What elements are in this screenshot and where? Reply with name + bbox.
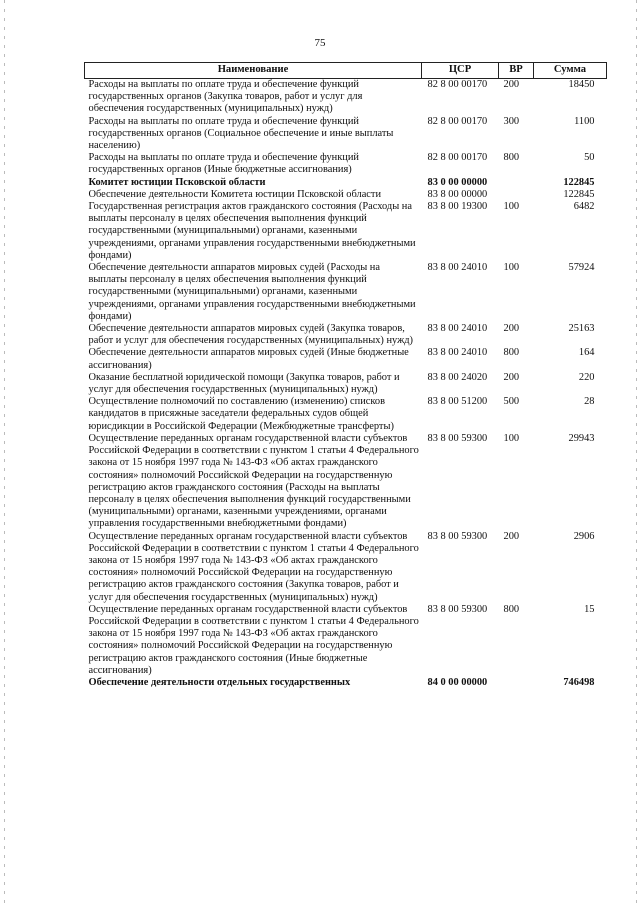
table-row xyxy=(85,79,607,116)
cell-csr: 83 8 00 24010 xyxy=(427,323,488,335)
cell-vr xyxy=(499,177,534,189)
cell-vr: 800 xyxy=(503,603,520,615)
cell-csr: 83 8 00 24020 xyxy=(427,371,488,383)
table-row xyxy=(85,201,607,262)
header-vr: ВР xyxy=(499,63,534,79)
cell-sum: 50 xyxy=(584,152,595,164)
cell-csr: 83 8 00 51200 xyxy=(427,396,488,408)
scan-edge-right xyxy=(636,0,637,905)
table-row xyxy=(85,531,607,604)
table-row xyxy=(85,372,607,396)
cell-vr: 100 xyxy=(503,432,520,444)
table-row xyxy=(85,396,607,433)
cell-name: Обеспечение деятельности аппаратов мировых судей (Иные бюджетные ассигнования) xyxy=(88,347,409,371)
cell-vr: 800 xyxy=(503,347,520,359)
cell-vr: 200 xyxy=(503,530,520,542)
cell-name: Расходы на выплаты по оплате труда и обеспечение функций государственных органов (Иные бюджетные ассигнования) xyxy=(88,152,359,176)
cell-sum: 220 xyxy=(578,371,595,383)
cell-name: Обеспечение деятельности аппаратов мировых судей (Закупка товаров, работ и услуг для обеспечения государственных (муниципальных) нужд) xyxy=(88,323,413,347)
cell-name: Расходы на выплаты по оплате труда и обеспечение функций государственных органов (Социальное обеспечение и иные выплаты населению) xyxy=(88,115,394,152)
cell-vr: 100 xyxy=(503,262,520,274)
cell-csr: 82 8 00 00170 xyxy=(427,115,488,127)
cell-csr: 82 8 00 00170 xyxy=(427,79,488,90)
cell-vr: 200 xyxy=(503,79,520,90)
cell-vr: 200 xyxy=(503,371,520,383)
header-csr: ЦСР xyxy=(422,63,499,79)
cell-csr: 83 0 00 00000 xyxy=(427,176,488,188)
table-row xyxy=(85,116,607,153)
cell-csr: 84 0 00 00000 xyxy=(427,676,488,688)
cell-name: Обеспечение деятельности аппаратов мировых судей (Расходы на выплаты персоналу в целях обеспечения выполнения функций государственными (муниципальными) органами, казенными учреждениями, органами управления государственными внебюджетными фондами) xyxy=(88,262,416,322)
table-row xyxy=(85,433,607,531)
table-body xyxy=(85,79,607,690)
cell-name: Государственная регистрация актов гражданского состояния (Расходы на выплаты персоналу в целях обеспечения выполнения функций государственными (муниципальными) органами, казенными учреждениями, органами управления государственными внебюджетными фондами) xyxy=(88,201,416,261)
cell-csr: 83 8 00 59300 xyxy=(427,603,488,615)
cell-name: Расходы на выплаты по оплате труда и обеспечение функций государственных органов (Закупка товаров, работ и услуг для обеспечения государственных (муниципальных) нужд) xyxy=(88,79,363,115)
cell-sum: 6482 xyxy=(573,201,595,213)
page-number: 75 xyxy=(314,37,326,49)
cell-csr: 83 8 00 24010 xyxy=(427,262,488,274)
cell-vr: 300 xyxy=(503,115,520,127)
cell-vr: 200 xyxy=(503,323,520,335)
cell-sum: 746498 xyxy=(563,676,595,688)
cell-sum: 122845 xyxy=(563,176,595,188)
cell-name: Осуществление переданных органам государственной власти субъектов Российской Федерации в соответствии с пунктом 1 статьи 4 Федерального закона от 15 ноября 1997 года № 143-ФЗ «Об актах гражданского состояния» полномочий Российской Федерации на государственную регистрацию актов гражданского состояния (Иные бюджетные ассигнования) xyxy=(88,603,419,676)
header-sum: Сумма xyxy=(534,63,607,79)
cell-vr: 500 xyxy=(503,396,520,408)
cell-sum: 2906 xyxy=(573,530,595,542)
header-name: Наименование xyxy=(85,63,422,79)
cell-vr: 800 xyxy=(503,152,520,164)
table-header xyxy=(85,63,607,79)
cell-csr: 83 8 00 59300 xyxy=(427,432,488,444)
cell-sum: 28 xyxy=(584,396,595,408)
cell-name: Обеспечение деятельности Комитета юстиции Псковской области xyxy=(88,188,382,200)
cell-name: Осуществление переданных органам государственной власти субъектов Российской Федерации в соответствии с пунктом 1 статьи 4 Федерального закона от 15 ноября 1997 года № 143-ФЗ «Об актах гражданского состояния» полномочий Российской Федерации на государственную регистрацию актов гражданского состояния (Закупка товаров, работ и услуг для обеспечения государственных (муниципальных) нужд) xyxy=(88,530,419,603)
table-row xyxy=(85,677,607,689)
table-row xyxy=(85,323,607,347)
cell-sum: 57924 xyxy=(568,262,595,274)
cell-csr: 82 8 00 00170 xyxy=(427,152,488,164)
budget-table xyxy=(84,62,607,689)
table-row xyxy=(85,347,607,371)
cell-sum: 122845 xyxy=(563,188,595,200)
cell-sum: 1100 xyxy=(574,115,595,127)
table-row xyxy=(85,152,607,176)
table-row xyxy=(85,177,607,189)
cell-vr xyxy=(499,189,534,201)
cell-csr: 83 8 00 59300 xyxy=(427,530,488,542)
cell-vr xyxy=(499,677,534,689)
table-row xyxy=(85,262,607,323)
cell-sum: 15 xyxy=(584,603,595,615)
cell-name: Комитет юстиции Псковской области xyxy=(88,176,266,188)
cell-name: Осуществление переданных органам государственной власти субъектов Российской Федерации в соответствии с пунктом 1 статьи 4 Федерального закона от 15 ноября 1997 года № 143-ФЗ «Об актах гражданского состояния» полномочий Российской Федерации на государственную регистрацию актов гражданского состояния (Расходы на выплаты персоналу в целях обеспечения выполнения функций государственными (муниципальными) органами, казенными учреждениями, органами управления государственными внебюджетными фондами) xyxy=(88,432,419,530)
cell-sum: 25163 xyxy=(568,323,595,335)
cell-name: Осуществление полномочий по составлению (изменению) списков кандидатов в присяжные заседатели федеральных судов общей юрисдикции в Российской Федерации (Межбюджетные трансферты) xyxy=(88,396,394,432)
cell-csr: 83 8 00 19300 xyxy=(427,201,488,213)
cell-csr: 83 8 00 24010 xyxy=(427,347,488,359)
table-row xyxy=(85,604,607,677)
cell-sum: 29943 xyxy=(568,432,595,444)
cell-sum: 164 xyxy=(578,347,595,359)
cell-vr: 100 xyxy=(503,201,520,213)
table-row xyxy=(85,189,607,201)
cell-name: Оказание бесплатной юридической помощи (Закупка товаров, работ и услуг для обеспечения государственных (муниципальных) нужд) xyxy=(88,371,400,396)
cell-sum: 18450 xyxy=(568,79,595,90)
cell-csr: 83 8 00 00000 xyxy=(427,188,488,200)
scan-edge-left xyxy=(4,0,5,905)
cell-name: Обеспечение деятельности отдельных государственных xyxy=(88,676,351,688)
